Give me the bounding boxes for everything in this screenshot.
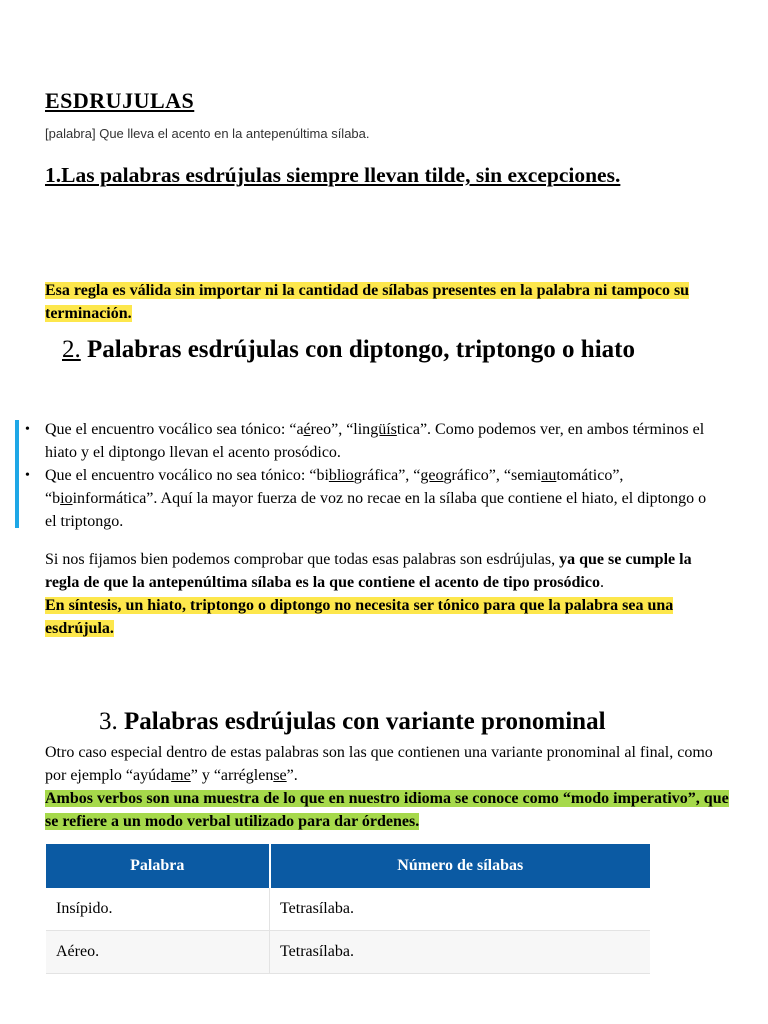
table-header-silabas: Número de sílabas bbox=[270, 844, 651, 888]
bullet-2-underline-1: blio bbox=[328, 467, 354, 484]
bullet-2-underline-3: au bbox=[541, 467, 557, 484]
section-3-title: Palabras esdrújulas con variante pronominal bbox=[124, 708, 606, 735]
pronominal-highlight: Ambos verbos son una muestra de lo que en nuestro idioma se conoce como “modo imperativo”, que se refiere a un modo verbal utilizado para dar órdenes. bbox=[45, 790, 729, 830]
table-header-palabra: Palabra bbox=[46, 844, 270, 888]
bullet-item-2 bbox=[25, 464, 715, 533]
rule-1-heading: 1.Las palabras esdrújulas siempre llevan tilde, sin excepciones. bbox=[45, 163, 621, 187]
pronominal-underline-2: se bbox=[273, 767, 287, 784]
table-cell-syllables: Tetrasílaba. bbox=[270, 888, 651, 931]
bullet-2-text-3: gráfico”, “semi bbox=[443, 467, 542, 484]
bullet-2-text: Que el encuentro vocálico no sea tónico: “bi bbox=[45, 467, 329, 484]
bullet-item-1 bbox=[25, 418, 715, 464]
table-cell-word: Aéreo. bbox=[46, 931, 270, 974]
section-2-number: 2. bbox=[62, 336, 81, 363]
bullet-2-underline-2: geo bbox=[420, 467, 444, 484]
bullet-2-text-5: informática”. Aquí la mayor fuerza de voz no recae en la sílaba que contiene el hiato, el diptongo o el triptongo. bbox=[45, 490, 707, 530]
rule-1-note-highlight: Esa regla es válida sin importar ni la cantidad de sílabas presentes en la palabra ni tampoco su terminación. bbox=[45, 282, 690, 322]
summary-paragraph bbox=[45, 548, 725, 640]
bullet-1-text-3: tica”. Como podemos ver, en ambos términos el hiato y el diptongo llevan el acento prosódico. bbox=[45, 421, 705, 461]
bullet-2-text-4: tomático”, “b bbox=[45, 467, 624, 507]
pronominal-text-3: ”. bbox=[286, 767, 298, 784]
section-3-heading bbox=[99, 708, 606, 736]
table-cell-syllables: Tetrasílaba. bbox=[270, 931, 651, 974]
pronominal-underline-1: me bbox=[171, 767, 191, 784]
summary-end: . bbox=[599, 574, 604, 591]
bullet-2-underline-4: io bbox=[60, 490, 73, 507]
syllable-table bbox=[46, 844, 650, 974]
pronominal-text: Otro caso especial dentro de estas palabras son las que contienen una variante pronominal al final, como por ejemplo “ayúda bbox=[45, 744, 713, 784]
bullet-1-underline-1: é bbox=[303, 421, 311, 438]
bullet-list bbox=[25, 418, 715, 533]
bullet-2-text-2: gráfica”, “ bbox=[353, 467, 421, 484]
definition-text: [palabra] Que lleva el acento en la antepenúltima sílaba. bbox=[45, 126, 370, 141]
summary-plain: Si nos fijamos bien podemos comprobar que todas esas palabras son esdrújulas, bbox=[45, 551, 560, 568]
summary-highlight: En síntesis, un hiato, triptongo o diptongo no necesita ser tónico para que la palabra sea una esdrújula. bbox=[45, 597, 674, 637]
table-row bbox=[46, 888, 650, 931]
table-header-row bbox=[46, 844, 650, 888]
summary-bold: ya que se cumple la regla de que la antepenúltima sílaba es la que contiene el acento de tipo prosódico bbox=[45, 551, 692, 591]
pronominal-text-2: ” y “arréglen bbox=[190, 767, 274, 784]
table-row bbox=[46, 931, 650, 974]
table-cell-word: Insípido. bbox=[46, 888, 270, 931]
bullet-1-text: Que el encuentro vocálico sea tónico: “a bbox=[45, 421, 304, 438]
bullet-1-underline-2: güís bbox=[370, 421, 397, 438]
pronominal-paragraph bbox=[45, 741, 735, 833]
rule-1-note bbox=[45, 279, 725, 325]
bullet-1-text-2: reo”, “lin bbox=[310, 421, 371, 438]
page-title: ESDRUJULAS bbox=[45, 88, 195, 113]
bullet-dot-icon: • bbox=[25, 422, 30, 437]
bullet-dot-icon: • bbox=[25, 468, 30, 483]
section-2-title: Palabras esdrújulas con diptongo, triptongo o hiato bbox=[87, 336, 635, 363]
section-2-heading bbox=[62, 336, 635, 364]
accent-bar bbox=[15, 420, 19, 528]
section-3-number: 3. bbox=[99, 708, 118, 735]
